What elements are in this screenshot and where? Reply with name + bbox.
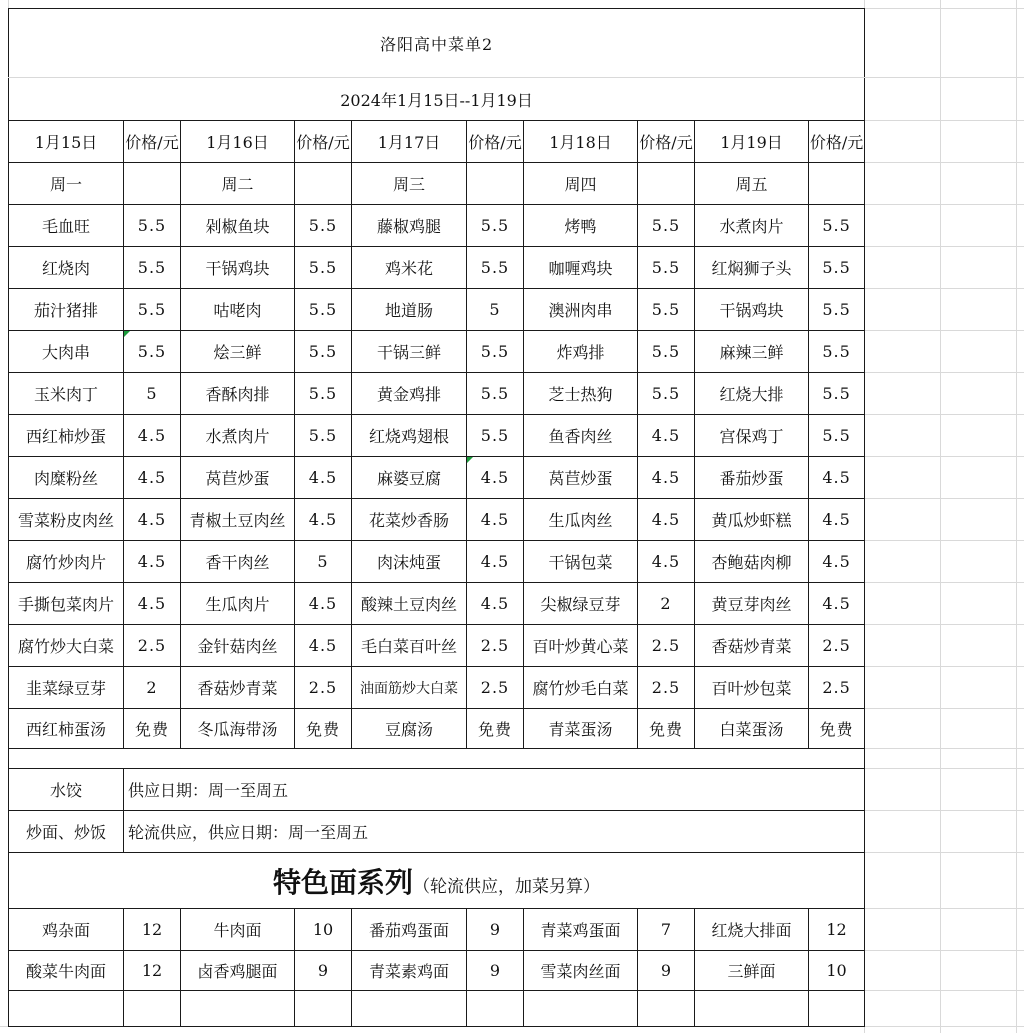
dish-name: 麻婆豆腐 <box>352 457 467 499</box>
dish-name: 黄金鸡排 <box>352 373 467 415</box>
empty-cell <box>695 991 809 1027</box>
dish-name: 干锅包菜 <box>524 541 638 583</box>
dish-name: 腐竹炒毛白菜 <box>524 667 638 709</box>
dish-price: 4.5 <box>809 541 865 583</box>
empty-cell <box>467 163 524 205</box>
dish-price: 2.5 <box>809 667 865 709</box>
dish-name: 百叶炒黄心菜 <box>524 625 638 667</box>
dish-price: 5.5 <box>124 205 181 247</box>
noodle-name: 牛肉面 <box>181 909 295 951</box>
noodle-price: 10 <box>809 951 865 991</box>
dish-name: 大肉串 <box>9 331 124 373</box>
dish-name: 藤椒鸡腿 <box>352 205 467 247</box>
price-header: 价格/元 <box>467 121 524 163</box>
dish-name: 玉米肉丁 <box>9 373 124 415</box>
noodle-price: 12 <box>124 951 181 991</box>
dish-name: 香菇炒青菜 <box>181 667 295 709</box>
noodle-price: 12 <box>124 909 181 951</box>
dish-price: 5 <box>467 289 524 331</box>
dish-price: 5.5 <box>124 289 181 331</box>
noodle-name: 青菜素鸡面 <box>352 951 467 991</box>
date-range: 2024年1月15日--1月19日 <box>9 78 865 121</box>
dish-price: 5.5 <box>467 415 524 457</box>
price-header: 价格/元 <box>124 121 181 163</box>
dish-price: 4.5 <box>638 457 695 499</box>
spacer-row <box>9 749 865 769</box>
dish-name: 生瓜肉丝 <box>524 499 638 541</box>
weekday-row <box>9 163 865 205</box>
noodle-name: 番茄鸡蛋面 <box>352 909 467 951</box>
dish-name: 红烧大排 <box>695 373 809 415</box>
dish-price: 2 <box>638 583 695 625</box>
dish-price: 4.5 <box>295 499 352 541</box>
dish-price: 5.5 <box>638 247 695 289</box>
dish-price: 免费 <box>295 709 352 749</box>
dish-name: 杏鲍菇肉柳 <box>695 541 809 583</box>
dish-price: 4.5 <box>809 499 865 541</box>
menu-row <box>9 625 865 667</box>
dish-name: 炸鸡排 <box>524 331 638 373</box>
dish-name: 酸辣土豆肉丝 <box>352 583 467 625</box>
weekday: 周五 <box>695 163 809 205</box>
dish-price: 4.5 <box>638 541 695 583</box>
empty-row <box>9 991 865 1027</box>
noodle-name: 红烧大排面 <box>695 909 809 951</box>
day-date: 1月19日 <box>695 121 809 163</box>
day-date: 1月17日 <box>352 121 467 163</box>
dish-price: 5.5 <box>295 247 352 289</box>
date-header-row <box>9 121 865 163</box>
dish-name: 咖喱鸡块 <box>524 247 638 289</box>
noodle-name: 青菜鸡蛋面 <box>524 909 638 951</box>
dish-name: 黄豆芽肉丝 <box>695 583 809 625</box>
dish-name: 干锅鸡块 <box>695 289 809 331</box>
empty-cell <box>295 163 352 205</box>
dish-price: 4.5 <box>467 499 524 541</box>
info-label: 炒面、炒饭 <box>9 811 124 853</box>
dish-price: 4.5 <box>295 625 352 667</box>
dish-name: 红烧鸡翅根 <box>352 415 467 457</box>
dish-price: 4.5 <box>467 457 524 499</box>
dish-name: 澳洲肉串 <box>524 289 638 331</box>
empty-cell <box>295 991 352 1027</box>
dish-price: 2.5 <box>638 667 695 709</box>
empty-cell <box>809 163 865 205</box>
day-date: 1月15日 <box>9 121 124 163</box>
dish-price: 5.5 <box>809 331 865 373</box>
dish-price: 5.5 <box>467 331 524 373</box>
dish-name: 青菜蛋汤 <box>524 709 638 749</box>
dish-price: 免费 <box>124 709 181 749</box>
info-text: 轮流供应，供应日期：周一至周五 <box>124 811 865 853</box>
empty-cell <box>524 991 638 1027</box>
menu-row <box>9 499 865 541</box>
dish-price: 4.5 <box>295 583 352 625</box>
dish-name: 尖椒绿豆芽 <box>524 583 638 625</box>
special-body <box>9 909 865 991</box>
menu-row <box>9 331 865 373</box>
day-date: 1月18日 <box>524 121 638 163</box>
dish-name: 麻辣三鲜 <box>695 331 809 373</box>
dish-name: 莴苣炒蛋 <box>181 457 295 499</box>
dish-price: 5.5 <box>124 247 181 289</box>
noodle-row <box>9 909 865 951</box>
dish-price: 5.5 <box>809 289 865 331</box>
dish-price: 5.5 <box>638 289 695 331</box>
dish-name: 香干肉丝 <box>181 541 295 583</box>
dish-price: 2.5 <box>467 625 524 667</box>
weekday: 周三 <box>352 163 467 205</box>
empty-cell <box>467 991 524 1027</box>
dish-price: 5.5 <box>467 247 524 289</box>
noodle-name: 鸡杂面 <box>9 909 124 951</box>
info-row <box>9 769 865 811</box>
dish-name: 肉糜粉丝 <box>9 457 124 499</box>
special-header <box>9 853 865 909</box>
noodle-price: 9 <box>467 951 524 991</box>
info-text: 供应日期：周一至周五 <box>124 769 865 811</box>
info-label: 水饺 <box>9 769 124 811</box>
dish-name: 番茄炒蛋 <box>695 457 809 499</box>
weekday: 周二 <box>181 163 295 205</box>
dish-name: 剁椒鱼块 <box>181 205 295 247</box>
dish-price: 4.5 <box>809 457 865 499</box>
dish-price: 5.5 <box>124 331 181 373</box>
dish-price: 2.5 <box>638 625 695 667</box>
noodle-price: 7 <box>638 909 695 951</box>
dish-name: 豆腐汤 <box>352 709 467 749</box>
dish-price: 4.5 <box>638 415 695 457</box>
weekday: 周一 <box>9 163 124 205</box>
menu-row <box>9 457 865 499</box>
dish-name: 红烧肉 <box>9 247 124 289</box>
dish-price: 5.5 <box>295 373 352 415</box>
dish-price: 免费 <box>809 709 865 749</box>
dish-price: 5.5 <box>295 289 352 331</box>
dish-name: 水煮肉片 <box>181 415 295 457</box>
price-header: 价格/元 <box>638 121 695 163</box>
empty-cell <box>124 163 181 205</box>
dish-price: 5.5 <box>295 415 352 457</box>
menu-row <box>9 415 865 457</box>
dish-name: 芝士热狗 <box>524 373 638 415</box>
dish-name: 西红柿炒蛋 <box>9 415 124 457</box>
dish-name: 花菜炒香肠 <box>352 499 467 541</box>
dish-price: 5.5 <box>809 247 865 289</box>
noodle-name: 酸菜牛肉面 <box>9 951 124 991</box>
noodle-price: 9 <box>638 951 695 991</box>
dish-name: 烤鸭 <box>524 205 638 247</box>
dish-name: 白菜蛋汤 <box>695 709 809 749</box>
dish-price: 5.5 <box>295 331 352 373</box>
menu-row <box>9 205 865 247</box>
menu-row <box>9 541 865 583</box>
empty-cell <box>638 163 695 205</box>
dish-name: 香酥肉排 <box>181 373 295 415</box>
dish-price: 2.5 <box>809 625 865 667</box>
dish-price: 4.5 <box>124 583 181 625</box>
dish-name: 咕咾肉 <box>181 289 295 331</box>
dish-name: 手撕包菜肉片 <box>9 583 124 625</box>
menu-row <box>9 667 865 709</box>
dish-name: 腐竹炒大白菜 <box>9 625 124 667</box>
dish-price: 5.5 <box>638 373 695 415</box>
empty-cell <box>9 749 865 769</box>
menu-row <box>9 289 865 331</box>
dish-price: 免费 <box>467 709 524 749</box>
menu-row <box>9 373 865 415</box>
dish-price: 4.5 <box>809 583 865 625</box>
noodle-row <box>9 951 865 991</box>
dish-name: 地道肠 <box>352 289 467 331</box>
empty-cell <box>352 991 467 1027</box>
dish-price: 免费 <box>638 709 695 749</box>
dish-name: 青椒土豆肉丝 <box>181 499 295 541</box>
dish-price: 5.5 <box>638 331 695 373</box>
empty-cell <box>9 991 124 1027</box>
empty-cell <box>809 991 865 1027</box>
dish-name: 毛血旺 <box>9 205 124 247</box>
dish-name: 水煮肉片 <box>695 205 809 247</box>
dish-price: 4.5 <box>124 541 181 583</box>
dish-price: 2.5 <box>295 667 352 709</box>
dish-name: 香菇炒青菜 <box>695 625 809 667</box>
empty-cell <box>124 991 181 1027</box>
special-note: （轮流供应，加菜另算） <box>413 876 601 897</box>
dish-price: 5.5 <box>467 373 524 415</box>
noodle-name: 雪菜肉丝面 <box>524 951 638 991</box>
dish-name: 肉沫炖蛋 <box>352 541 467 583</box>
dish-price: 5.5 <box>467 205 524 247</box>
special-title: 特色面系列 <box>273 865 414 899</box>
empty-cell <box>181 991 295 1027</box>
dish-name: 韭菜绿豆芽 <box>9 667 124 709</box>
noodle-price: 10 <box>295 909 352 951</box>
dish-name: 生瓜肉片 <box>181 583 295 625</box>
noodle-name: 卤香鸡腿面 <box>181 951 295 991</box>
price-header: 价格/元 <box>295 121 352 163</box>
dish-price: 2 <box>124 667 181 709</box>
dish-name: 金针菇肉丝 <box>181 625 295 667</box>
dish-price: 5.5 <box>809 373 865 415</box>
dish-name: 腐竹炒肉片 <box>9 541 124 583</box>
dish-price: 2.5 <box>467 667 524 709</box>
dish-price: 5 <box>124 373 181 415</box>
menu-sheet <box>8 8 865 1027</box>
menu-title: 洛阳高中菜单2 <box>9 9 865 78</box>
dish-price: 4.5 <box>295 457 352 499</box>
dish-price: 5.5 <box>809 205 865 247</box>
noodle-name: 三鲜面 <box>695 951 809 991</box>
dish-price: 5.5 <box>638 205 695 247</box>
dish-price: 4.5 <box>467 541 524 583</box>
dish-name: 干锅鸡块 <box>181 247 295 289</box>
menu-row <box>9 247 865 289</box>
dish-name: 鸡米花 <box>352 247 467 289</box>
dish-price: 4.5 <box>638 499 695 541</box>
noodle-price: 12 <box>809 909 865 951</box>
weekday: 周四 <box>524 163 638 205</box>
special-header-row <box>9 853 865 909</box>
dish-price: 4.5 <box>124 499 181 541</box>
dish-name: 干锅三鲜 <box>352 331 467 373</box>
price-header: 价格/元 <box>809 121 865 163</box>
empty-cell <box>638 991 695 1027</box>
menu-row <box>9 709 865 749</box>
noodle-price: 9 <box>467 909 524 951</box>
dish-name: 茄汁猪排 <box>9 289 124 331</box>
dish-name: 烩三鲜 <box>181 331 295 373</box>
dish-name: 红焖狮子头 <box>695 247 809 289</box>
dish-price: 5 <box>295 541 352 583</box>
dish-price: 4.5 <box>467 583 524 625</box>
dish-price: 2.5 <box>124 625 181 667</box>
dish-price: 5.5 <box>809 415 865 457</box>
dish-price: 4.5 <box>124 415 181 457</box>
dish-name: 鱼香肉丝 <box>524 415 638 457</box>
noodle-price: 9 <box>295 951 352 991</box>
menu-body <box>9 205 865 749</box>
day-date: 1月16日 <box>181 121 295 163</box>
info-row <box>9 811 865 853</box>
dish-name: 毛白菜百叶丝 <box>352 625 467 667</box>
menu-row <box>9 583 865 625</box>
dish-name: 冬瓜海带汤 <box>181 709 295 749</box>
dish-price: 5.5 <box>295 205 352 247</box>
dish-name: 百叶炒包菜 <box>695 667 809 709</box>
dish-name: 西红柿蛋汤 <box>9 709 124 749</box>
dish-name: 宫保鸡丁 <box>695 415 809 457</box>
dish-name: 油面筋炒大白菜 <box>352 667 467 709</box>
dish-name: 雪菜粉皮肉丝 <box>9 499 124 541</box>
dish-name: 莴苣炒蛋 <box>524 457 638 499</box>
dish-price: 4.5 <box>124 457 181 499</box>
dish-name: 黄瓜炒虾糕 <box>695 499 809 541</box>
